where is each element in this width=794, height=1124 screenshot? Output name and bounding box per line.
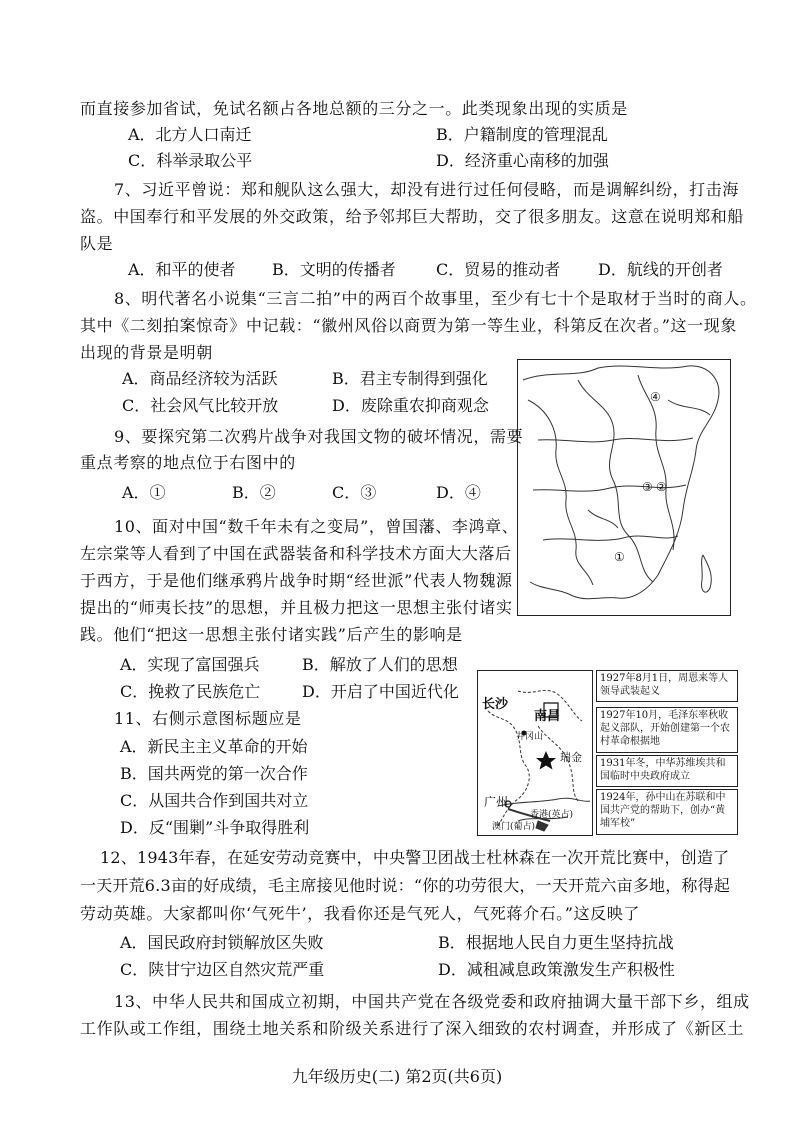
event-box-1927-jinggangshan: 1927年10月，毛泽东率秋收起义部队，开始创建第一个农村革命根据地 bbox=[596, 707, 738, 753]
event-box-1931-ruijin: 1931年冬，中华苏维埃共和国临时中央政府成立 bbox=[596, 755, 738, 787]
q8-option-d: D．废除重农抑商观念 bbox=[332, 396, 489, 415]
map-label-macau: 澳门(葡占) bbox=[492, 822, 536, 832]
q7-option-a: A．和平的使者 bbox=[128, 260, 236, 279]
q7-option-b: B．文明的传播者 bbox=[272, 260, 396, 279]
map-label-jinggangshan: 井冈山 bbox=[516, 732, 544, 742]
q12-option-d: D．减租减息政策激发生产积极性 bbox=[438, 960, 675, 979]
q7-stem-line1: 7、习近平曾说：郑和舰队这么强大，却没有进行过任何侵略，而是调解纠纷，打击海 bbox=[114, 180, 739, 199]
q9-china-map bbox=[517, 359, 731, 616]
q10-option-c: C．挽救了民族危亡 bbox=[120, 682, 261, 701]
q13-stem-line2: 工作队或工作组，围绕土地关系和阶级关系进行了深入细致的农村调查，并形成了《新区土 bbox=[80, 1019, 745, 1038]
q10-stem-line5: 践。他们“把这一思想主张付诸实践”后产生的影响是 bbox=[80, 625, 463, 644]
q6-option-c: C．科举录取公平 bbox=[128, 151, 253, 170]
q9-option-c: C．③ bbox=[332, 483, 377, 502]
q10-stem-line4: 提出的“师夷长技”的思想，并且极力把这一思想主张付诸实 bbox=[80, 598, 513, 617]
q10-option-d: D．开启了中国近代化 bbox=[302, 682, 459, 701]
map-label-guangzhou: 广州 bbox=[484, 795, 509, 809]
q8-option-c: C．社会风气比较开放 bbox=[122, 396, 279, 415]
q10-stem-line1: 10、面对中国“数千年未有之变局”，曾国藩、李鸿章、 bbox=[114, 517, 519, 536]
q12-stem-line1: 12、1943年春，在延安劳动竞赛中，中央警卫团战士杜林森在一次开荒比赛中，创造了 bbox=[100, 848, 730, 867]
q10-option-b: B．解放了人们的思想 bbox=[302, 655, 458, 674]
map-marker-2: ② bbox=[656, 480, 667, 494]
q13-stem-line1: 13、中华人民共和国成立初期，中国共产党在各级党委和政府抽调大量干部下乡，组成 bbox=[114, 992, 750, 1011]
q11-option-c: C．从国共合作到国共对立 bbox=[120, 791, 309, 810]
q8-option-a: A．商品经济较为活跃 bbox=[122, 369, 278, 388]
q12-stem-line2: 一天开荒6.3亩的好成绩，毛主席接见他时说：“你的功劳很大，一天开荒六亩多地，称得起 bbox=[80, 876, 731, 895]
q7-stem-line2: 盗。中国奉行和平发展的外交政策，给予邻邦巨大帮助，交了很多朋友。这意在说明郑和船 bbox=[80, 207, 745, 226]
q12-option-c: C．陕甘宁边区自然灾荒严重 bbox=[120, 960, 325, 979]
q10-stem-line3: 于西方，于是他们继承鸦片战争时期“经世派”代表人物魏源 bbox=[80, 571, 513, 590]
q10-stem-line2: 左宗棠等人看到了中国在武器装备和科学技术方面大大落后 bbox=[80, 544, 512, 563]
q11-revolution-map bbox=[477, 670, 593, 836]
q6-option-a: A．北方人口南迁 bbox=[128, 125, 252, 144]
q11-stem: 11、右侧示意图标题应是 bbox=[114, 709, 302, 728]
map-marker-3: ③ bbox=[642, 480, 653, 494]
event-box-1927-nanchang: 1927年8月1日，周恩来等人领导武装起义 bbox=[596, 670, 738, 702]
q9-option-a: A．① bbox=[122, 483, 166, 502]
q8-stem-line3: 出现的背景是明朝 bbox=[80, 343, 213, 362]
q8-stem-line1: 8、明代著名小说集“三言二拍”中的两百个故事里，至少有七十个是取材于当时的商人。 bbox=[114, 289, 757, 308]
map-marker-4: ④ bbox=[650, 390, 661, 404]
q11-option-b: B．国共两党的第一次合作 bbox=[120, 764, 308, 783]
china-map-outline bbox=[518, 360, 730, 615]
page-footer: 九年级历史(二) 第2页(共6页) bbox=[291, 1067, 503, 1086]
q10-option-a: A．实现了富国强兵 bbox=[120, 655, 260, 674]
q11-option-d: D．反“围剿”斗争取得胜利 bbox=[120, 818, 310, 837]
q7-stem-line3: 队是 bbox=[80, 234, 114, 253]
q8-option-b: B．君主专制得到强化 bbox=[332, 369, 488, 388]
q9-option-d: D．④ bbox=[436, 483, 481, 502]
q7-option-c: C．贸易的推动者 bbox=[436, 260, 561, 279]
q7-option-d: D．航线的开创者 bbox=[598, 260, 723, 279]
q9-option-b: B．② bbox=[232, 483, 276, 502]
q9-stem-line2: 重点考察的地点位于右图中的 bbox=[80, 453, 296, 472]
q11-option-a: A．新民主主义革命的开始 bbox=[120, 737, 308, 756]
map-label-ruijin: 瑞金 bbox=[560, 751, 582, 764]
map-label-nanchang: 南昌 bbox=[534, 709, 561, 724]
q12-stem-line3: 劳动英雄。大家都叫你‘气死牛’，我看你还是气死人，气死蒋介石。”这反映了 bbox=[80, 904, 640, 923]
map-marker-1: ① bbox=[614, 550, 625, 564]
map-label-hongkong: 香港(英占) bbox=[530, 810, 574, 820]
q6-option-d: D．经济重心南移的加强 bbox=[436, 151, 609, 170]
q8-stem-line2: 其中《二刻拍案惊奇》中记载：“徽州风俗以商贾为第一等生业，科第反在次者。”这一现象 bbox=[80, 316, 737, 335]
q9-stem-line1: 9、要探究第二次鸦片战争对我国文物的破坏情况，需要 bbox=[114, 427, 524, 446]
q6-option-b: B．户籍制度的管理混乱 bbox=[436, 125, 608, 144]
q12-option-b: B．根据地人民自力更生坚持抗战 bbox=[438, 933, 674, 952]
q6-stem-tail: 而直接参加省试，免试名额占各地总额的三分之一。此类现象出现的实质是 bbox=[80, 99, 628, 118]
map-label-changsha: 长沙 bbox=[482, 697, 509, 712]
q12-option-a: A．国民政府封锁解放区失败 bbox=[120, 933, 324, 952]
event-box-1924-huangpu: 1924年，孙中山在苏联和中国共产党的帮助下，创办“黄埔军校” bbox=[596, 789, 738, 835]
